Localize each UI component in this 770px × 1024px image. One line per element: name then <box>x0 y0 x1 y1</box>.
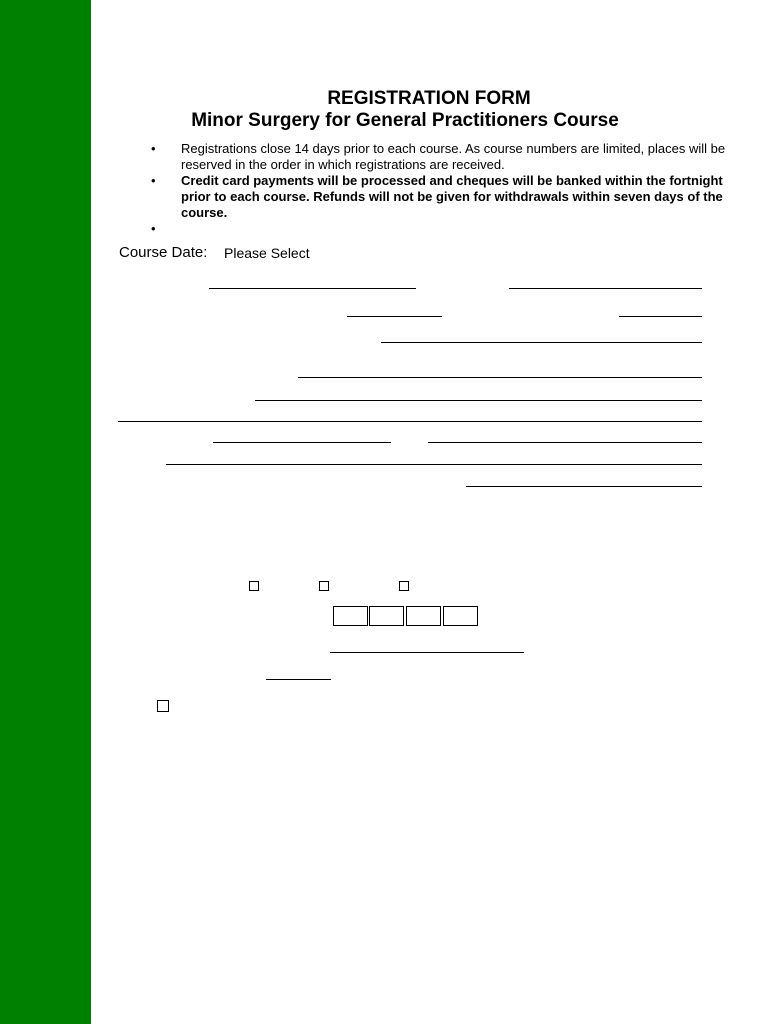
bullet-marker: • <box>151 221 156 236</box>
bullet-marker: • <box>151 141 156 156</box>
field-line[interactable] <box>166 464 702 465</box>
field-line[interactable] <box>118 421 702 422</box>
green-sidebar <box>0 0 91 1024</box>
checkbox-option-1[interactable] <box>249 581 259 591</box>
field-line[interactable] <box>255 400 702 401</box>
field-line[interactable] <box>298 377 702 378</box>
expiry-field[interactable] <box>266 679 331 680</box>
surname-field[interactable] <box>509 288 702 289</box>
card-number-box-3[interactable] <box>406 606 441 626</box>
bullet-registrations-close: Registrations close 14 days prior to each course. As course numbers are limited, places will be reserved in the order in which registrations are received. <box>181 141 726 172</box>
card-number-box-4[interactable] <box>443 606 478 626</box>
field-line[interactable] <box>213 442 391 443</box>
field-line[interactable] <box>428 442 702 443</box>
cardholder-field[interactable] <box>330 652 524 653</box>
checkbox-agree[interactable] <box>157 700 169 712</box>
first-name-field[interactable] <box>209 288 416 289</box>
field-line[interactable] <box>381 342 702 343</box>
form-title: REGISTRATION FORM <box>327 88 531 109</box>
field-line[interactable] <box>466 486 702 487</box>
bullet-marker: • <box>151 173 156 188</box>
card-number-box-2[interactable] <box>369 606 404 626</box>
form-subtitle: Minor Surgery for General Practitioners Course <box>191 110 619 131</box>
card-number-box-1[interactable] <box>333 606 368 626</box>
checkbox-option-3[interactable] <box>399 581 409 591</box>
checkbox-option-2[interactable] <box>319 581 329 591</box>
field-short-left[interactable] <box>347 316 442 317</box>
field-short-right[interactable] <box>619 316 702 317</box>
course-date-select[interactable]: Please Select <box>224 245 310 261</box>
bullet-payments-refunds: Credit card payments will be processed and cheques will be banked within the fortnight prior to each course. Refunds will not be given for withdrawals within seven days of the course. <box>181 173 723 220</box>
course-date-label: Course Date: <box>119 244 208 261</box>
